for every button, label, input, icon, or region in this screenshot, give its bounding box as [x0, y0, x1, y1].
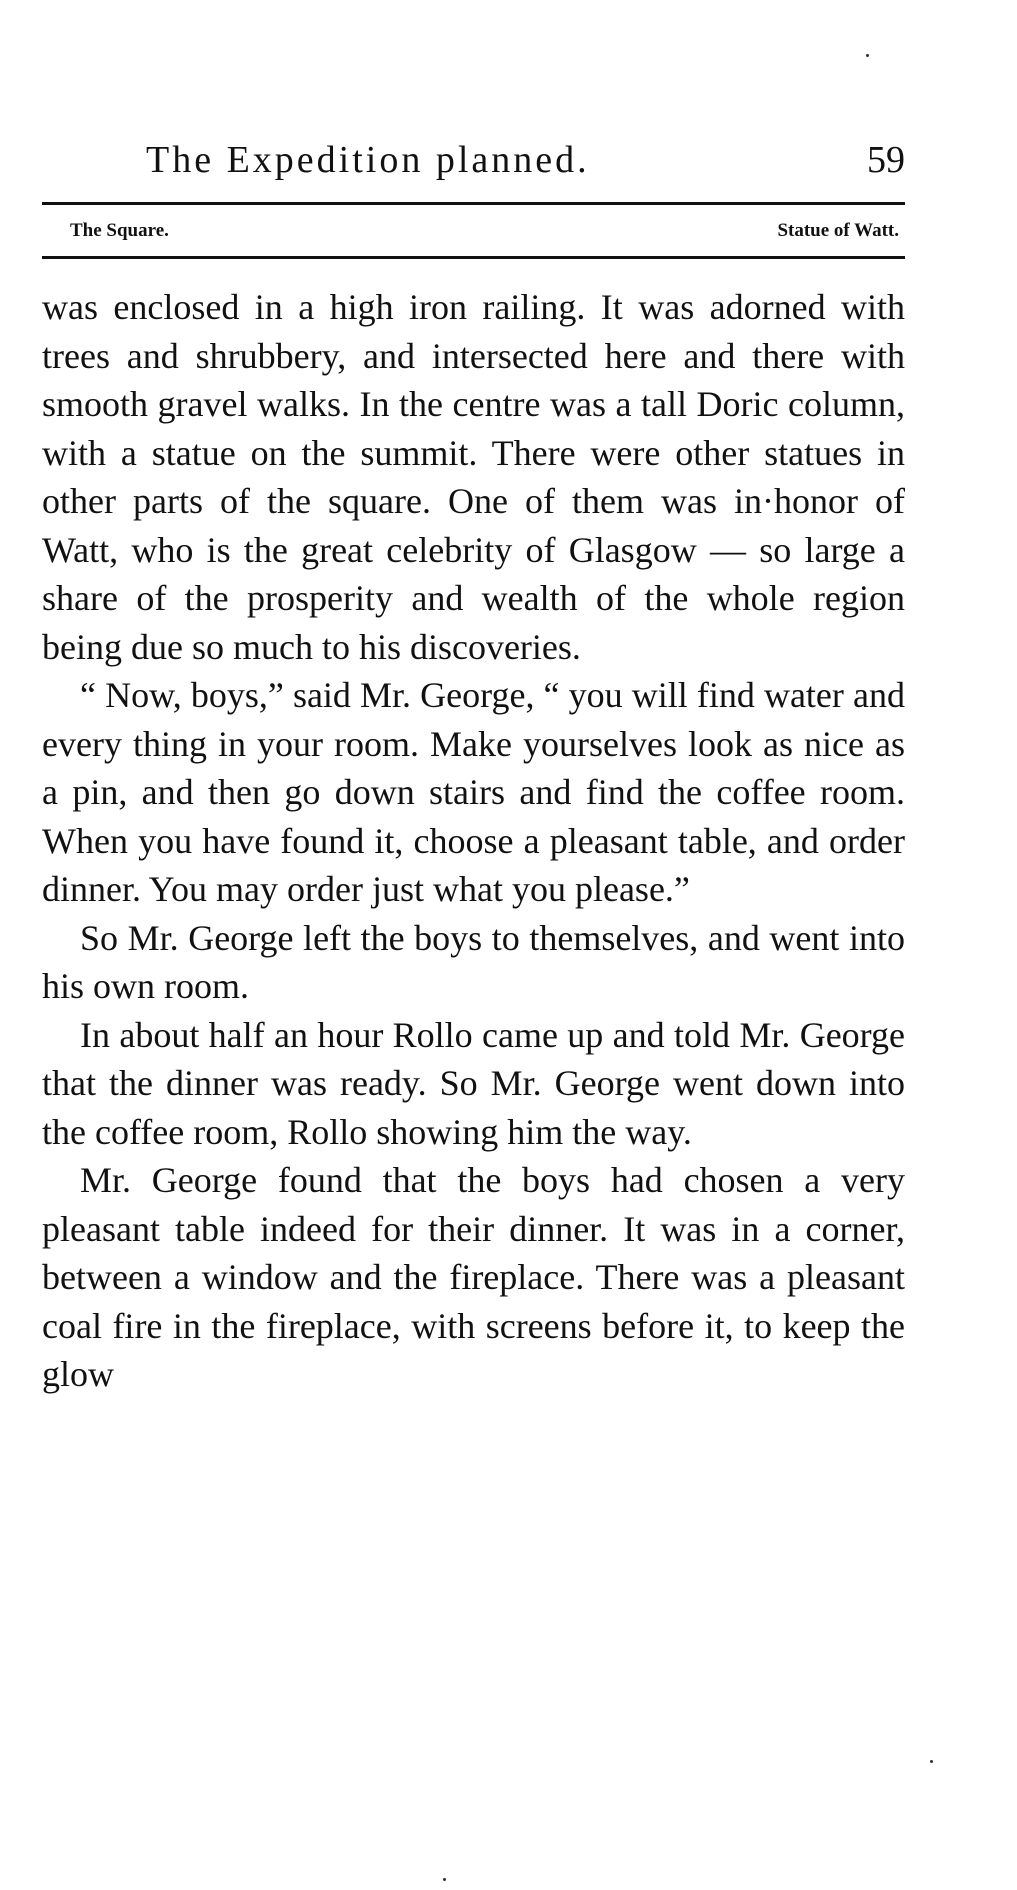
running-head: [42, 138, 905, 182]
header-rule-bottom: [42, 256, 905, 259]
side-heading-right: Statue of Watt.: [777, 220, 899, 241]
side-headings: [42, 216, 905, 246]
running-title: The Expedition planned.: [146, 139, 590, 181]
paragraph-2: “ Now, boys,” said Mr. George, “ you will find water and every thing in your room. Make yourselves look as nice as a pin, and then go down stairs and find the coffee room. When you have found it, choose a pleasant table, and order dinner. You may order just what you please.”: [42, 675, 905, 909]
body-text: [42, 283, 905, 1399]
paragraph-5: Mr. George found that the boys had chosen a very pleasant table indeed for their dinner. It was in a corner, between a window and the fireplace. There was a pleasant coal fire in the fireplace, with screens before it, to keep the glow: [42, 1160, 905, 1394]
paragraph-3: So Mr. George left the boys to themselves, and went into his own room.: [42, 917, 905, 1006]
page-number: 59: [867, 139, 905, 181]
print-speck: [443, 1878, 446, 1881]
book-page: [42, 0, 905, 1890]
header-rule-top: [42, 202, 905, 205]
paragraph-4: In about half an hour Rollo came up and told Mr. George that the dinner was ready. So Mr. George went down into the coffee room, Rollo showing him the way.: [42, 1014, 905, 1152]
print-speck: [930, 1760, 933, 1763]
print-speck: [866, 54, 869, 57]
side-heading-left: The Square.: [70, 220, 169, 241]
paragraph-1: was enclosed in a high iron railing. It was adorned with trees and shrubbery, and intersected here and there with smooth gravel walks. In the centre was a tall Doric column, with a statue on the summit. There were other statues in other parts of the square. One of them was in·honor of Watt, who is the great celebrity of Glasgow — so large a share of the prosperity and wealth of the whole region being due so much to his discoveries.: [42, 287, 905, 667]
